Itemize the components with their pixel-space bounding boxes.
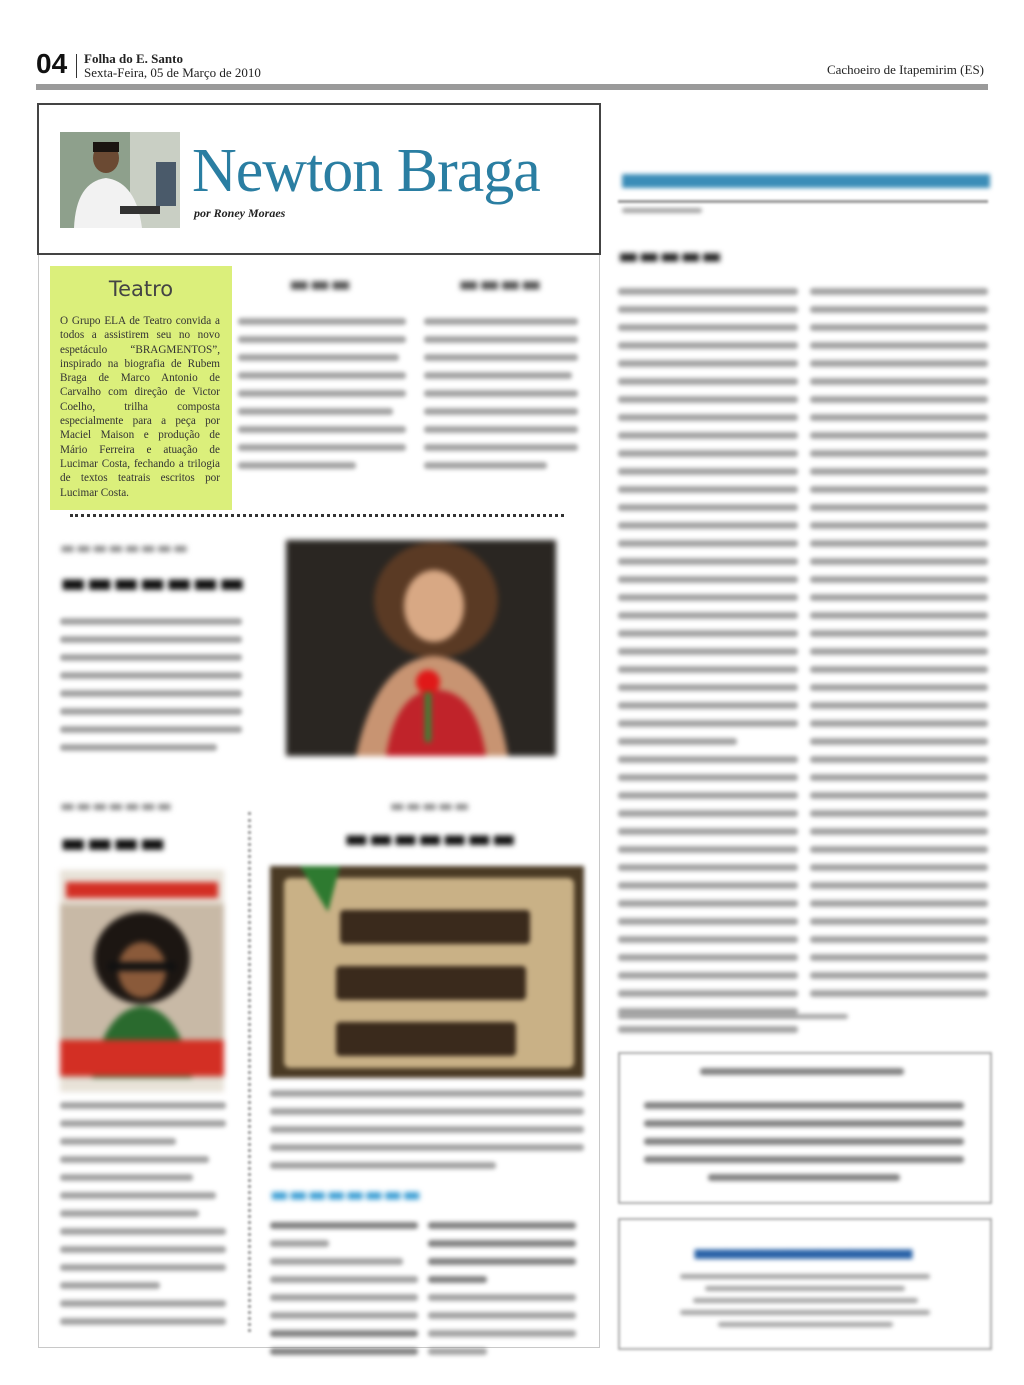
issue-date: Sexta-Feira, 05 de Março de 2010: [84, 65, 261, 80]
column-byline: por Roney Moraes: [194, 206, 286, 220]
requerimento-text-blurred: [644, 1102, 964, 1192]
internship-season-image: [270, 866, 584, 1078]
o-cliente-signature-blurred: [618, 1014, 848, 1030]
teatro-ii-heading-blurred: ▬▬▬▬: [458, 272, 542, 297]
curta-metragem-heading-blurred: ▬▬▬▬▬▬▬▬: [270, 1182, 422, 1206]
caso-text-blurred: [238, 318, 406, 480]
caso-heading-blurred: ▬▬▬: [288, 272, 352, 297]
curta-metragem-right-blurred: [428, 1222, 576, 1366]
publication-name: Folha do E. Santo: [84, 51, 183, 66]
o-cliente-left-column-blurred: [618, 288, 798, 1044]
o-cliente-heading-blurred: ▬▬▬▬▬: [618, 244, 722, 269]
perigo-headline-blurred: ▬▬▬▬: [60, 826, 166, 859]
espaco-cidadao-rule: [618, 200, 988, 203]
dotted-divider: [70, 514, 564, 517]
column-title: Newton Braga: [192, 137, 540, 205]
teatro-text: O Grupo ELA de Teatro convida a todos a assistirem seu no novo espetáculo “BRAGMENTOS”, inspirado na biografia de Rubem Braga de Marco Antonio de Carvalho com direção de Victor Coelho, trilha composta especialmente para a peça por Maciel Maison e produção de Mário Ferreira e atuação de Lucimar Costa, fechando a trilogia de textos teatrais escritos por Lucimar Costa.: [60, 315, 220, 499]
city-label: Cachoeiro de Itapemirim (ES): [826, 62, 984, 77]
folha-contact-blurred: [680, 1274, 930, 1338]
header-divider: [76, 54, 77, 78]
profissao-kicker-blurred: ▬▬▬▬▬▬▬: [60, 796, 173, 815]
estagio-kicker-blurred: ▬▬▬▬▬: [389, 796, 471, 815]
author-photo: [60, 132, 180, 228]
campaign-poster-image: [60, 870, 224, 1092]
page-number: 04: [36, 48, 68, 79]
homenagem-text-blurred: [60, 618, 242, 762]
teatro-heading: Teatro: [108, 277, 174, 301]
prefeitura-text-blurred: [270, 1090, 584, 1180]
vertical-dotted-divider: [248, 812, 251, 1332]
requerimento-heading-blurred: [700, 1068, 904, 1086]
teatro-ii-text-blurred: [424, 318, 578, 480]
curta-metragem-left-blurred: [270, 1222, 418, 1366]
perigo-text-blurred: [60, 1102, 226, 1336]
o-cliente-right-column-blurred: [810, 288, 988, 1008]
dia-da-mulher-headline-blurred: ▬▬▬▬▬▬▬: [60, 566, 246, 599]
espaco-cidadao-credit-blurred: [622, 208, 702, 224]
woman-with-rose-photo: [286, 540, 556, 756]
espaco-cidadao-title-blurred: ▬▬▬▬▬▬▬▬: [622, 147, 990, 198]
homenagem-kicker-blurred: ▬▬▬▬▬▬▬▬: [60, 538, 189, 557]
header-rule: [36, 84, 988, 90]
prefeitura-headline-blurred: ▬▬▬▬▬▬▬: [344, 824, 516, 854]
folha-logo-blurred: ▬▬▬▬▬▬▬: [694, 1230, 912, 1266]
